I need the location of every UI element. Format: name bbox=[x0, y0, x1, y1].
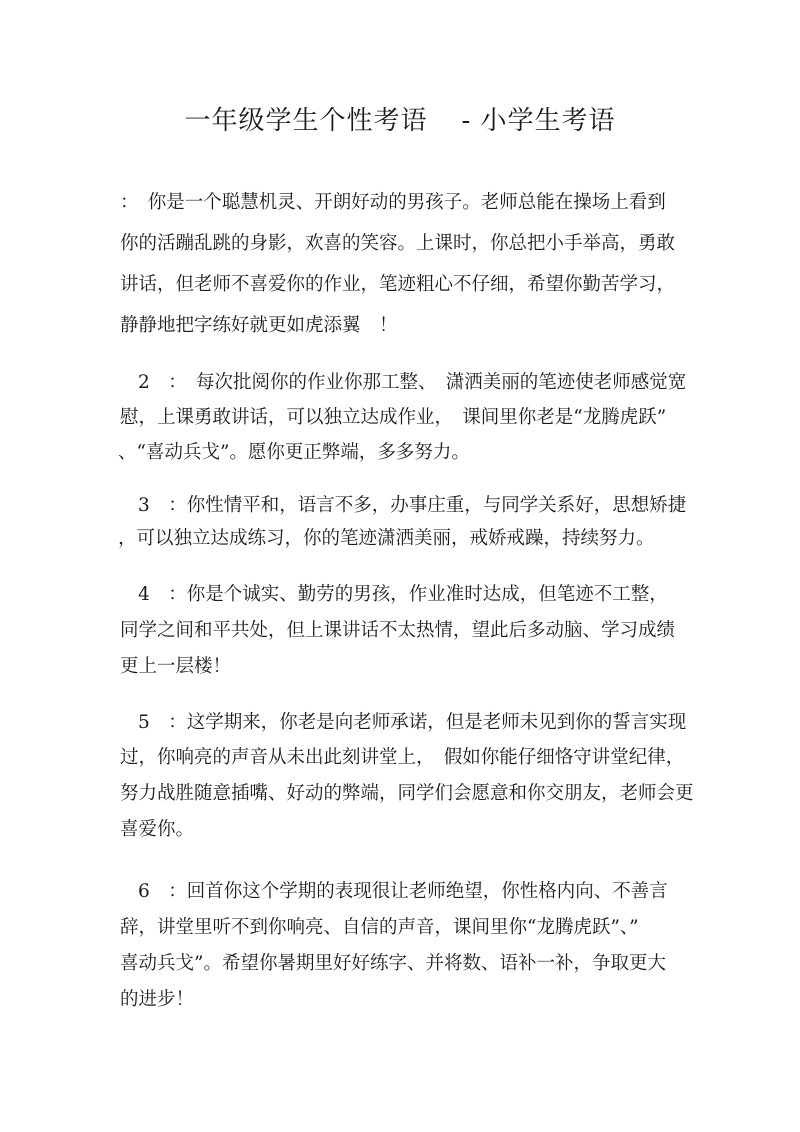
paragraph-line: 静静地把字练好就更如虎添翼 ！ bbox=[120, 315, 398, 336]
paragraph-line: 更上一层楼！ bbox=[120, 656, 232, 677]
paragraph-line: 3 ：你性情平和，语言不多，办事庄重，与同学关系好，思想矫捷 bbox=[138, 495, 687, 516]
paragraph-line: 过，你响亮的声音从未出此刻讲堂上， 假如你能仔细恪守讲堂纪律， bbox=[120, 747, 685, 768]
title-sub: - 小学生考语 bbox=[461, 106, 616, 136]
page-title bbox=[0, 100, 800, 137]
paragraph-line: 努力战胜随意插嘴、好动的弊端，同学们会愿意和你交朋友，老师会更 bbox=[120, 783, 694, 804]
paragraph-line: 讲话，但老师不喜爱你的作业，笔迹粗心不仔细，希望你勤苦学习， bbox=[120, 274, 676, 295]
paragraph-line: 喜动兵戈”。希望你暑期里好好练字、并将数、语补一补，争取更大 bbox=[120, 953, 666, 974]
paragraph-line: 2 ： 每次批阅你的作业你那工整、 潇洒美丽的笔迹使老师感觉宽 bbox=[138, 372, 687, 393]
title-main: 一年级学生个性考语 bbox=[184, 106, 428, 136]
paragraph-line: 慰，上课勇敢讲话，可以独立达成作业， 课间里你老是“龙腾虎跃” bbox=[120, 407, 667, 428]
paragraph-line: 辞，讲堂里听不到你响亮、自信的声音，课间里你“龙腾虎跃”、” bbox=[120, 917, 639, 938]
paragraph-line: 的进步！ bbox=[120, 989, 195, 1010]
paragraph-line: 、“喜动兵戈”。愿你更正弊端，多多努力。 bbox=[118, 442, 470, 463]
paragraph-line: 6 ：回首你这个学期的表现很让老师绝望，你性格内向、不善言 bbox=[138, 881, 668, 902]
paragraph-line: 你的活蹦乱跳的身影，欢喜的笑容。上课时，你总把小手举高，勇敢 bbox=[120, 233, 676, 254]
paragraph-line: 喜爱你。 bbox=[120, 819, 195, 840]
paragraph-line: 同学之间和平共处，但上课讲话不太热情，望此后多动脑、学习成绩 bbox=[120, 620, 676, 641]
paragraph-line: ，可以独立达成练习，你的笔迹潇洒美丽，戒娇戒躁，持续努力。 bbox=[118, 528, 655, 549]
paragraph-line: ： 你是一个聪慧机灵、开朗好动的男孩子。老师总能在操场上看到 bbox=[120, 192, 666, 213]
paragraph-line: 5 ：这学期来，你老是向老师承诺，但是老师未见到你的誓言实现 bbox=[138, 712, 687, 733]
paragraph-line: 4 ：你是个诚实、勤劳的男孩，作业准时达成，但笔迹不工整， bbox=[138, 584, 668, 605]
